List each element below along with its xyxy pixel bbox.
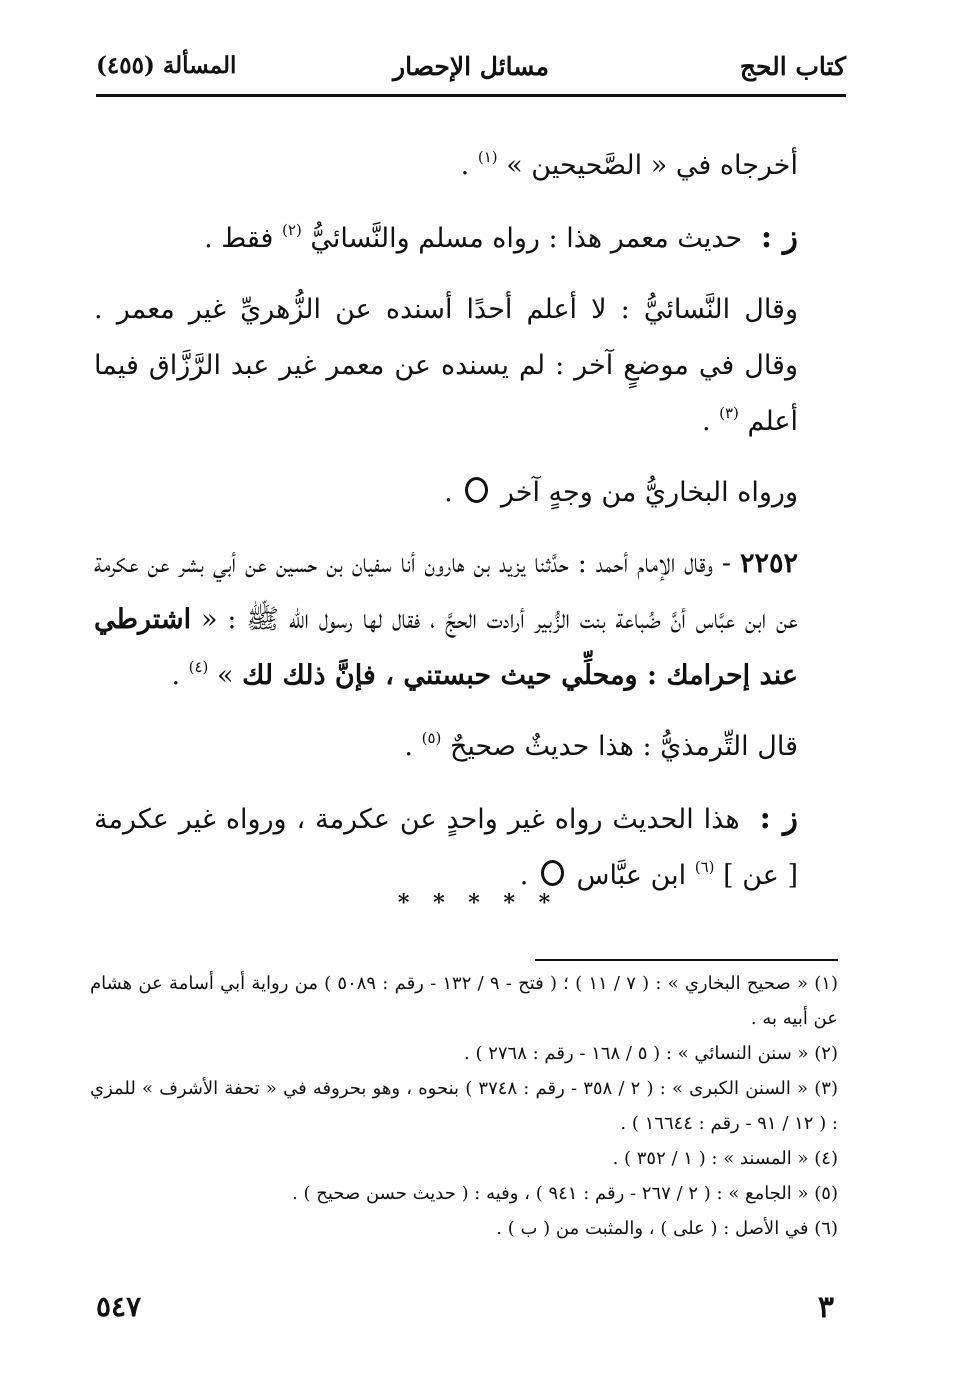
footnote-4 [90, 1141, 838, 1176]
paragraph-1-text: أخرجاه في « الصَّحيحين » [497, 150, 798, 181]
footnote-3 [90, 1071, 838, 1141]
footnote-2 [90, 1036, 838, 1071]
footnote-number: (٥) [814, 1183, 838, 1204]
footnote-text: « الجامع » : ( ٢ / ٢٦٧ - رقم : ٩٤١ ) ، وفيه : ( حديث حسن صحيح ) . [292, 1183, 809, 1204]
page-footer [96, 1290, 834, 1330]
paragraph-3 [94, 282, 838, 450]
footnote-ref-3: (٣) [719, 404, 739, 422]
header-issue-number: المسألة (٤٥٥) [96, 52, 237, 79]
footnote-number: (١) [814, 973, 838, 994]
footnote-text: « سنن النسائي » : ( ٥ / ١٦٨ - رقم : ٢٧٦٨ ) . [464, 1043, 809, 1064]
paragraph-5-close: » [208, 660, 243, 691]
page-number: ٥٤٧ [96, 1290, 142, 1323]
footnote-ref-2: (٢) [282, 221, 302, 239]
footnote-number: (٦) [814, 1218, 838, 1239]
header-chapter-title: مسائل الإحصار [393, 52, 549, 81]
paragraph-7 [94, 790, 838, 904]
end-circle-icon [465, 477, 488, 503]
footnote-text: « صحيح البخاري » : ( ٧ / ١١ ) ؛ ( فتح - ٩ / ١٣٢ - رقم : ٥٠٨٩ ) من رواية أبي أسامة عن هشام عن أبيه به . [90, 973, 838, 1029]
paragraph-5-text: - وقال الإمام أحمد : حدَّثنا يزيد بن هارون أنا سفيان بن حسين عن أبي بشر عن عكرمة عن ابن عبَّاس أنَّ ضُباعة بنت الزُّبير أرادت الحجَّ ، فقال لها رسول الله ﷺ : « [94, 548, 798, 635]
paragraph-4-text: ورواه البخاريُّ من وجهٍ آخر [492, 477, 798, 508]
footnote-text: في الأصل : ( على ) ، والمثبت من ( ب ) . [496, 1218, 809, 1239]
footnote-number: (٢) [814, 1043, 838, 1064]
footnote-ref-4: (٤) [188, 658, 209, 676]
paragraph-2 [94, 209, 838, 267]
footnote-ref-5: (٥) [421, 729, 442, 747]
zay-marker: ز : [760, 219, 798, 255]
paragraph-6 [94, 719, 838, 775]
header-divider [96, 94, 846, 97]
paragraph-3-end: . [701, 406, 720, 437]
main-text [94, 138, 838, 919]
paragraph-4-end: . [444, 477, 462, 508]
footnote-1 [90, 966, 838, 1036]
footnote-text: « السنن الكبرى » : ( ٢ / ٣٥٨ - رقم : ٣٧٤٨ ) بنحوه ، وهو بحروفه في « تحفة الأشرف » للمزي : ( ١٢ / ٩١ - رقم : ١٦٦٤٤ ) . [90, 1078, 838, 1134]
footnotes [90, 966, 838, 1246]
footnote-ref-6: (٦) [694, 858, 715, 876]
footnote-6 [90, 1211, 838, 1246]
paragraph-6-end: . [404, 731, 422, 762]
end-circle-icon [541, 860, 564, 886]
hadith-quote: اشترطي عند إحرامك : ومحلِّي حيث حبستني ، فإنَّ ذلك لك [94, 604, 798, 691]
paragraph-2-end: فقط . [204, 223, 283, 254]
paragraph-2-text: حديث معمر هذا : رواه مسلم والنَّسائيُّ [301, 223, 751, 254]
section-separator: * * * * * [397, 890, 559, 916]
paragraph-7-end: . [519, 860, 537, 891]
footnote-number: (٤) [814, 1148, 838, 1169]
zay-marker: ز : [759, 800, 798, 836]
footnote-text: « المسند » : ( ١ / ٣٥٢ ) . [612, 1148, 809, 1169]
page-header [96, 48, 846, 88]
paragraph-5 [94, 536, 838, 704]
paragraph-1 [94, 138, 838, 194]
paragraph-4 [94, 465, 838, 521]
paragraph-1-end: . [460, 150, 478, 181]
footnote-ref-1: (١) [477, 148, 498, 166]
paragraph-7-text: هذا الحديث رواه غير واحدٍ عن عكرمة ، ورواه غير عكرمة [ عن ] [94, 804, 798, 891]
paragraph-6-text: قال التِّرمذيُّ : هذا حديثٌ صحيحٌ [441, 731, 798, 762]
header-book-title: كتاب الحج [739, 52, 846, 81]
footnote-number: (٣) [814, 1078, 838, 1099]
paragraph-7-mid: ابن عبَّاس [567, 860, 695, 891]
hadith-number: ٢٢٥٢ [739, 548, 798, 579]
paragraph-3-text: وقال النَّسائيُّ : لا أعلم أحدًا أسنده عن الزُّهريِّ غير معمر . وقال في موضعٍ آخر : لم يسنده عن معمر غير عبد الرَّزَّاق فيما أعلم [94, 294, 798, 437]
volume-number: ٣ [817, 1290, 834, 1325]
footnote-5 [90, 1176, 838, 1211]
paragraph-5-end: . [171, 660, 189, 691]
footnote-divider [535, 959, 838, 961]
